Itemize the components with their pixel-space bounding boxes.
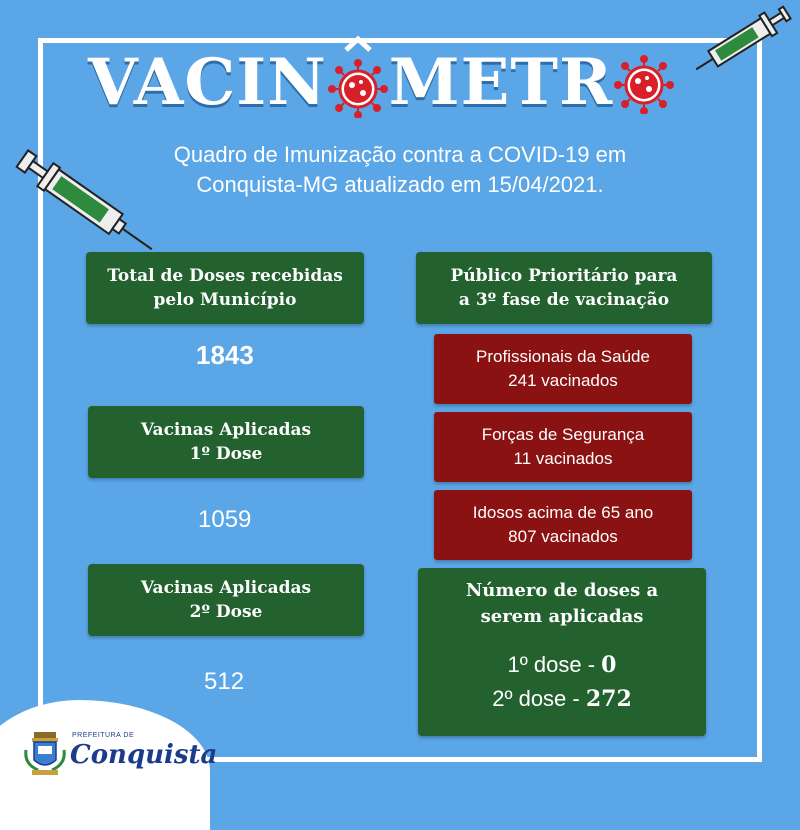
pending-dose-1-label: 1º dose - [507, 652, 602, 677]
group-count: 241 vacinados [508, 371, 618, 390]
group-count: 807 vacinados [508, 527, 618, 546]
subtitle-line-2: Conquista-MG atualizado em 15/04/2021. [196, 172, 604, 197]
priority-public-box [416, 252, 712, 324]
group-count: 11 vacinados [513, 449, 613, 468]
second-dose-box [88, 564, 364, 636]
received-doses-value: 1843 [196, 340, 254, 370]
logo-big-text: Conquista [70, 740, 218, 770]
virus-icon-2 [613, 52, 675, 114]
pending-doses-label-1: Número de doses a [465, 580, 659, 601]
virus-o-letter [327, 48, 389, 119]
coat-of-arms-icon [22, 730, 68, 778]
received-doses-label-1: Total de Doses recebidas [107, 266, 343, 286]
circumflex-mark [343, 36, 373, 52]
first-dose-label-1: Vacinas Aplicadas [140, 420, 312, 440]
pending-dose-2-value: 272 [585, 686, 632, 712]
subtitle-line-1: Quadro de Imunização contra a COVID-19 em [173, 142, 627, 167]
group-label: Profissionais da Saúde [476, 347, 650, 366]
pending-doses-box [418, 568, 706, 736]
title-part-2: METR [388, 45, 614, 120]
pending-dose-2-line [418, 682, 706, 716]
second-dose-value: 512 [204, 668, 245, 695]
group-security-forces [434, 412, 692, 482]
virus-icon [327, 56, 389, 118]
group-label: Forças de Segurança [481, 425, 645, 444]
priority-public-label-2: a 3º fase de vacinação [458, 290, 670, 310]
prefeitura-logo [22, 730, 218, 780]
group-elderly [434, 490, 692, 560]
pending-dose-2-label: 2º dose - [492, 686, 586, 711]
first-dose-label-2: 1º Dose [189, 444, 263, 464]
second-dose-label-2: 2º Dose [189, 602, 263, 622]
group-label: Idosos acima de 65 ano [472, 503, 654, 522]
second-dose-label-1: Vacinas Aplicadas [140, 578, 312, 598]
priority-public-label-1: Público Prioritário para [450, 266, 678, 286]
title-part-1: VACIN [88, 45, 327, 120]
pending-dose-1-value: 0 [601, 652, 617, 678]
subtitle [100, 140, 700, 200]
first-dose-box [88, 406, 364, 478]
logo-small-text: PREFEITURA DE [72, 732, 135, 739]
pending-doses-label-2: serem aplicadas [480, 606, 644, 627]
first-dose-value: 1059 [198, 506, 252, 533]
group-health-professionals [434, 334, 692, 404]
received-doses-box [86, 252, 364, 324]
received-doses-label-2: pelo Município [153, 290, 297, 310]
page-title [88, 45, 708, 120]
pending-dose-1-line [418, 648, 706, 682]
